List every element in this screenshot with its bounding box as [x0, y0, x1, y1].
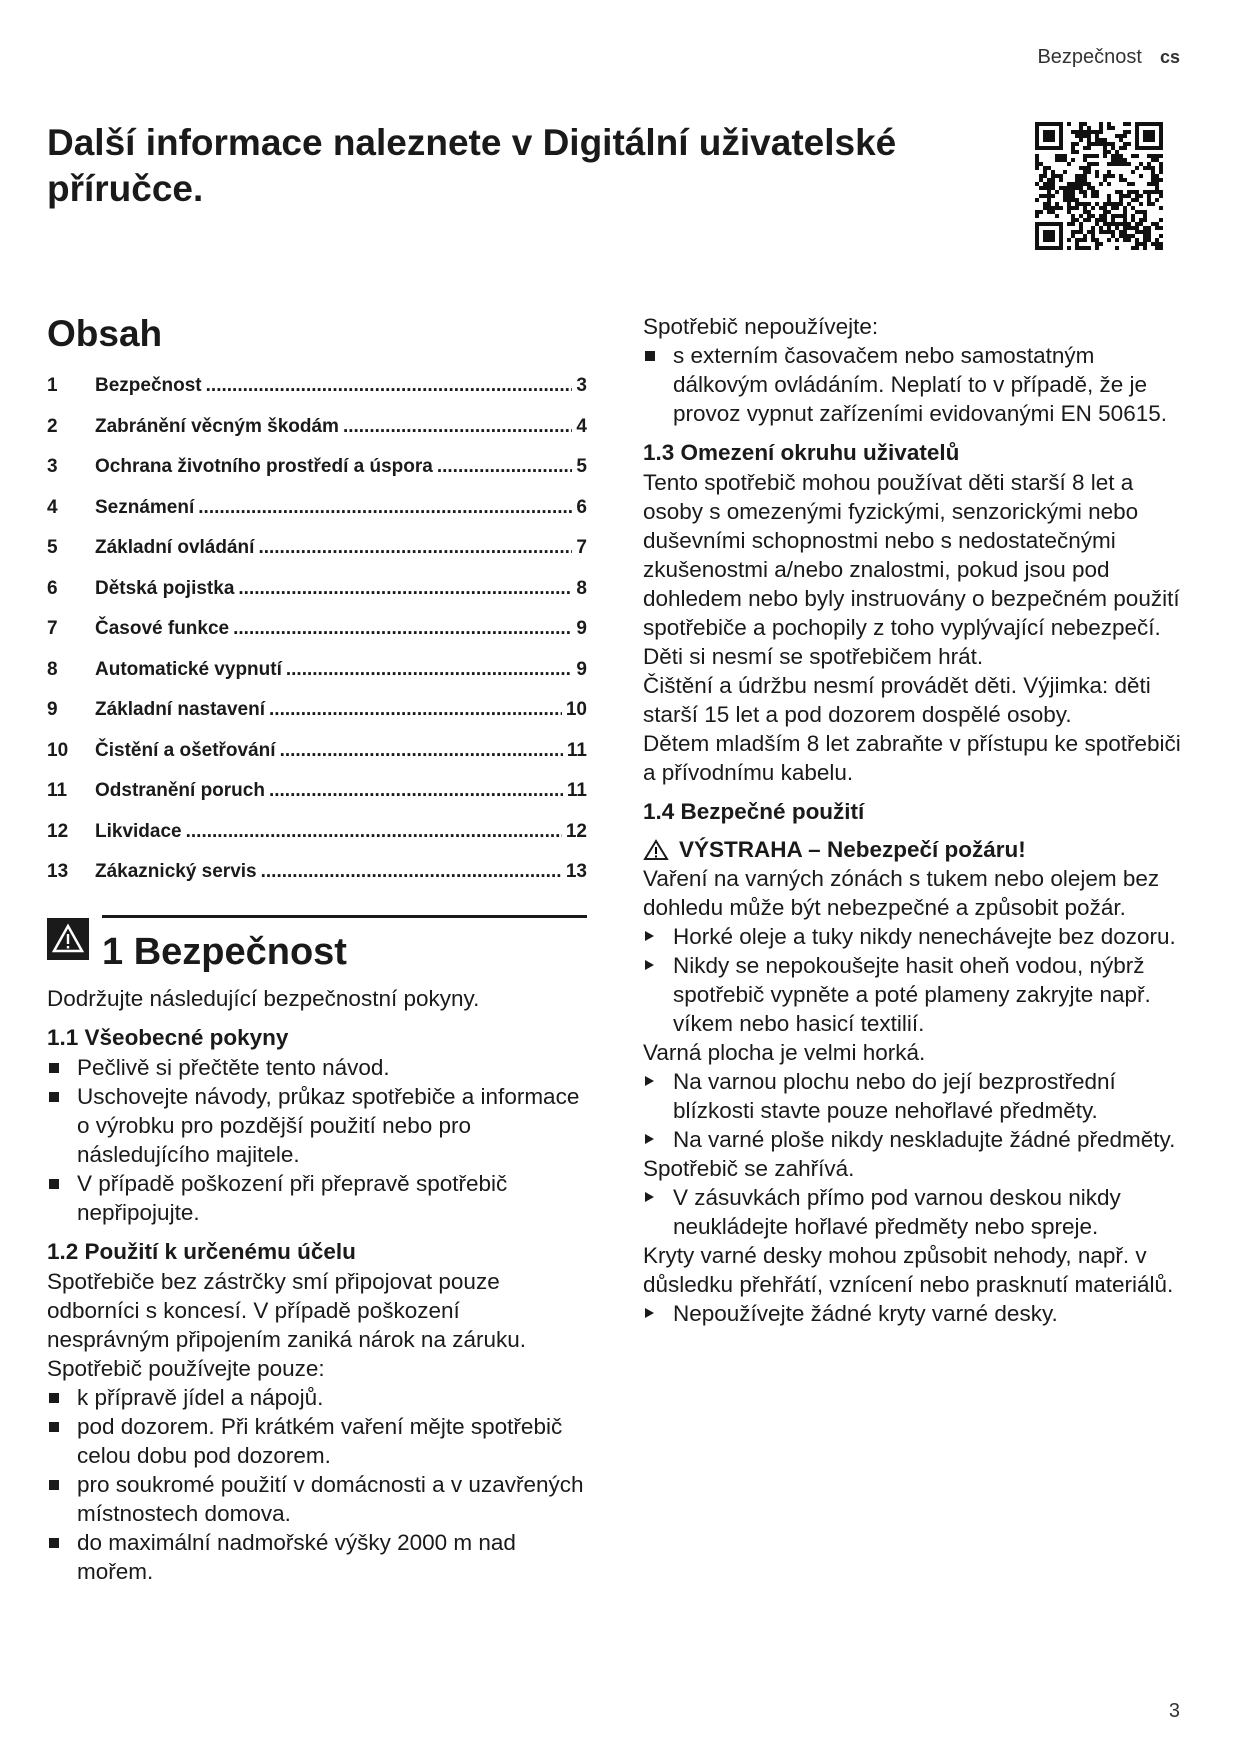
- toc-number: 11: [47, 780, 68, 801]
- toc-page: 13: [565, 861, 587, 882]
- toc-leader: [280, 731, 563, 772]
- paragraph: Děti si nesmí se spotřebičem hrát.: [643, 644, 984, 669]
- right-column: [643, 312, 1183, 1328]
- toc-entry[interactable]: [47, 852, 587, 893]
- paragraph: Spotřebič nepoužívejte:: [643, 314, 879, 339]
- toc-number: 12: [47, 820, 69, 842]
- toc-entry[interactable]: [47, 407, 587, 448]
- toc-leader: [186, 812, 562, 853]
- bullet-list: [643, 1067, 1183, 1154]
- toc-title: Základní nastavení: [95, 699, 266, 720]
- list-item: Nepoužívejte žádné kryty varné desky.: [643, 1299, 1183, 1328]
- toc-page: 10: [565, 699, 587, 720]
- list-item: pro soukromé použití v domácnosti a v uzavřených místnostech domova.: [47, 1470, 587, 1528]
- toc-entry[interactable]: [47, 771, 587, 812]
- list-item: do maximální nadmořské výšky 2000 m nad mořem.: [47, 1528, 587, 1586]
- toc-page: 3: [576, 375, 587, 396]
- toc-leader: [238, 569, 572, 610]
- bullet-list: [643, 341, 1183, 428]
- toc-entry[interactable]: [47, 650, 587, 691]
- header-section: Bezpečnost: [1037, 46, 1142, 68]
- toc-title: Zákaznický servis: [95, 861, 257, 882]
- toc-entry[interactable]: [47, 812, 587, 853]
- toc-title: Automatické vypnutí: [95, 658, 282, 680]
- toc-leader: [198, 488, 572, 529]
- list-item: Pečlivě si přečtěte tento návod.: [47, 1053, 587, 1082]
- toc-entry[interactable]: [47, 447, 587, 488]
- list-item: Nikdy se nepokoušejte hasit oheň vodou, nýbrž spotřebič vypněte a poté plameny zakryjte např. víkem nebo hasicí textilií.: [643, 951, 1183, 1038]
- toc-title: Bezpečnost: [95, 375, 202, 396]
- toc-number: 6: [47, 577, 58, 599]
- list-item: k přípravě jídel a nápojů.: [47, 1383, 587, 1412]
- paragraph: Tento spotřebič mohou používat děti starší 8 let a osoby s omezenými fyzickými, senzorickými nebo duševními schopnostmi nebo s nedostatečnými zkušenostmi a/nebo znalostmi, pokud jsou pod dohledem nebo byly instruovány o bezpečném použití spotřebiče a pochopily z toho vyplývající nebezpečí.: [643, 470, 1180, 640]
- qr-code: [1035, 122, 1163, 250]
- toc-title: Čistění a ošetřování: [95, 739, 276, 761]
- paragraph: Kryty varné desky mohou způsobit nehody, např. v důsledku přehřátí, vznícení nebo prasknutí materiálů.: [643, 1243, 1174, 1297]
- left-column: [47, 312, 587, 1586]
- paragraph: Dětem mladším 8 let zabraňte v přístupu ke spotřebiči a přívodnímu kabelu.: [643, 731, 1181, 785]
- list-item: Na varnou plochu nebo do její bezprostřední blízkosti stavte pouze nehořlavé předměty.: [643, 1067, 1183, 1125]
- toc-number: 7: [47, 618, 58, 639]
- toc-title: Seznámení: [95, 496, 195, 518]
- list-item: Horké oleje a tuky nikdy nenechávejte bez dozoru.: [643, 922, 1183, 951]
- page-number: 3: [1168, 1700, 1180, 1722]
- paragraph: Vaření na varných zónách s tukem nebo olejem bez dohledu může být nebezpečné a způsobit požár.: [643, 866, 1160, 920]
- toc-number: 8: [47, 658, 58, 680]
- toc-leader: [437, 447, 573, 488]
- toc-leader: [269, 690, 562, 731]
- toc-entry[interactable]: [47, 731, 587, 772]
- toc-page: 4: [576, 415, 587, 437]
- toc-number: 10: [47, 739, 69, 761]
- fire-warning: [643, 835, 1183, 864]
- toc-leader: [233, 609, 572, 650]
- toc-leader: [286, 650, 573, 691]
- toc-page: 9: [576, 618, 587, 639]
- section-1: [102, 915, 587, 976]
- toc-page: 9: [576, 658, 587, 680]
- warning-icon: [47, 918, 89, 960]
- toc-number: 2: [47, 415, 58, 437]
- bullet-list: [643, 922, 1183, 1038]
- toc-number: 9: [47, 699, 58, 720]
- list-item: Uschovejte návody, průkaz spotřebiče a informace o výrobku pro pozdější použití nebo pro následujícího majitele.: [47, 1082, 587, 1169]
- toc-leader: [206, 366, 573, 407]
- toc-entry[interactable]: [47, 528, 587, 569]
- page-title: Další informace naleznete v Digitální uživatelské příručce.: [47, 122, 897, 209]
- intro: Dodržujte následující bezpečnostní pokyny.: [47, 985, 480, 1011]
- paragraph: Čištění a údržbu nesmí provádět děti. Výjimka: děti starší 15 let a pod dozorem dospělé osoby.: [643, 673, 1151, 727]
- toc-heading: Obsah: [47, 313, 163, 354]
- toc-entry[interactable]: [47, 609, 587, 650]
- toc-entry[interactable]: [47, 569, 587, 610]
- warning-triangle-icon: [643, 839, 669, 861]
- toc-entry[interactable]: [47, 690, 587, 731]
- paragraphs: [643, 468, 1183, 787]
- toc-title: Dětská pojistka: [95, 577, 235, 599]
- bullet-list: [643, 1183, 1183, 1241]
- paragraph: Spotřebič se zahřívá.: [643, 1156, 855, 1181]
- toc-title: Ochrana životního prostředí a úspora: [95, 456, 433, 477]
- toc-number: 13: [47, 861, 69, 882]
- bullet-list: [47, 1053, 587, 1227]
- list-item: Na varné ploše nikdy neskladujte žádné předměty.: [643, 1125, 1183, 1154]
- toc-page: 6: [576, 496, 587, 518]
- toc-title: Zabránění věcným škodám: [95, 415, 339, 437]
- section-heading: 1 Bezpečnost: [102, 930, 347, 973]
- toc-leader: [343, 407, 572, 448]
- toc-title: Likvidace: [95, 820, 182, 842]
- toc-page: 7: [576, 537, 587, 558]
- toc-page: 12: [565, 820, 587, 842]
- bullet-list: [643, 1299, 1183, 1328]
- paragraph: Varná plocha je velmi horká.: [643, 1040, 926, 1065]
- toc-number: 4: [47, 496, 58, 518]
- toc-number: 3: [47, 456, 58, 477]
- table-of-contents: [47, 366, 587, 893]
- list-item: s externím časovačem nebo samostatným dálkovým ovládáním. Neplatí to v případě, že je provoz vypnut zařízeními evidovanými EN 50615.: [643, 341, 1183, 428]
- toc-leader: [269, 771, 563, 812]
- heading-1-1: 1.1 Všeobecné pokyny: [47, 1024, 289, 1050]
- toc-number: 1: [47, 375, 58, 396]
- toc-page: 8: [576, 577, 587, 599]
- list-item: V zásuvkách přímo pod varnou deskou nikdy neukládejte hořlavé předměty nebo spreje.: [643, 1183, 1183, 1241]
- heading-1-4: 1.4 Bezpečné použití: [643, 799, 865, 824]
- paragraph: Spotřebič používejte pouze:: [47, 1355, 325, 1381]
- running-header: [1037, 46, 1180, 69]
- toc-entry[interactable]: [47, 488, 587, 529]
- paragraph: Spotřebiče bez zástrčky smí připojovat pouze odborníci s koncesí. V případě poškození nesprávným připojením zaniká nárok na záruku.: [47, 1268, 526, 1352]
- toc-leader: [258, 528, 572, 569]
- list-item: pod dozorem. Při krátkém vaření mějte spotřebič celou dobu pod dozorem.: [47, 1412, 587, 1470]
- toc-page: 11: [566, 739, 587, 761]
- warning-label: VÝSTRAHA – Nebezpečí požáru!: [679, 837, 1026, 862]
- toc-title: Odstranění poruch: [95, 780, 265, 801]
- toc-number: 5: [47, 537, 58, 558]
- list-item: V případě poškození při přepravě spotřebič nepřipojujte.: [47, 1169, 587, 1227]
- toc-title: Základní ovládání: [95, 537, 255, 558]
- heading-1-3: 1.3 Omezení okruhu uživatelů: [643, 440, 960, 465]
- toc-page: 11: [566, 780, 587, 801]
- toc-leader: [261, 852, 562, 893]
- toc-page: 5: [576, 456, 587, 477]
- toc-title: Časové funkce: [95, 618, 230, 639]
- header-lang: cs: [1159, 47, 1180, 67]
- toc-entry[interactable]: [47, 366, 587, 407]
- heading-1-2: 1.2 Použití k určenému účelu: [47, 1238, 356, 1264]
- bullet-list: [47, 1383, 587, 1586]
